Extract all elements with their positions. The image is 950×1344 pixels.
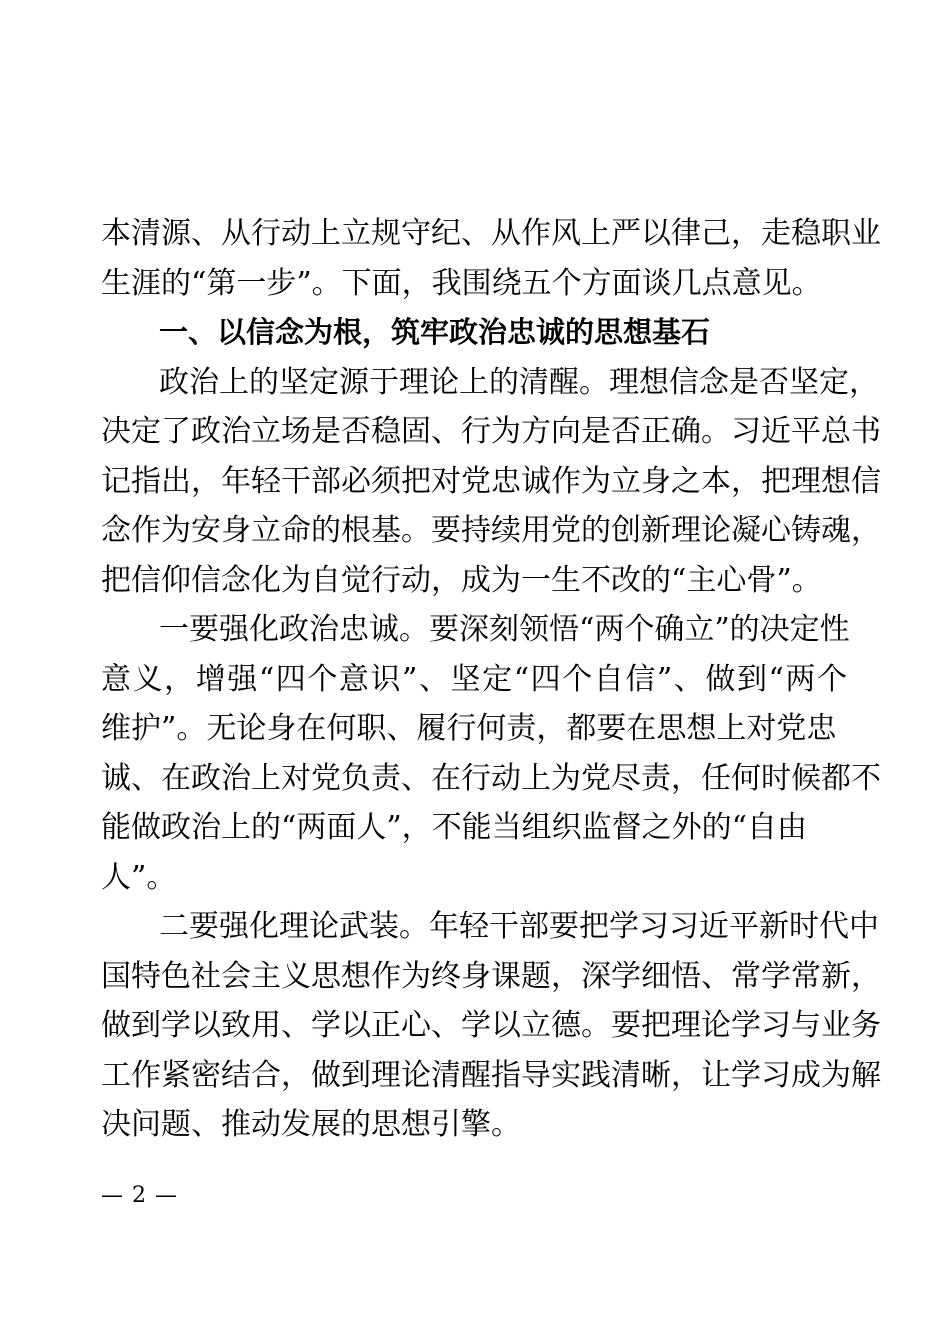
body-line-16: 国特色社会主义思想作为终身课题，深学细悟、常学常新， (101, 958, 881, 994)
body-line-12: 诚、在政治上对党负责、在行动上为党尽责，任何时候都不 (101, 760, 881, 796)
page-number: — 2 — (101, 1183, 178, 1208)
body-line-11: 维护”。无论身在何职、履行何责，都要在思想上对党忠 (101, 711, 837, 746)
body-line-17: 做到学以致用、学以正心、学以立德。要把理论学习与业务 (101, 1008, 881, 1043)
section-heading: 一、以信念为根，筑牢政治忠诚的思想基石 (159, 315, 711, 349)
body-line-5: 决定了政治立场是否稳固、行为方向是否正确。习近平总书 (101, 414, 881, 449)
body-line-13: 能做政治上的“两面人”，不能当组织监督之外的“自由 (101, 810, 808, 845)
body-line-4: 政治上的坚定源于理论上的清醒。理想信念是否坚定， (159, 364, 879, 400)
body-line-14: 人”。 (101, 859, 177, 895)
body-line-6: 记指出，年轻干部必须把对党忠诚作为立身之本，把理想信 (101, 463, 881, 499)
body-line-9: 一要强化政治忠诚。要深刻领悟“两个确立”的决定性 (159, 612, 850, 647)
body-line-19: 决问题、推动发展的思想引擎。 (101, 1107, 521, 1142)
body-line-15: 二要强化理论武装。年轻干部要把学习习近平新时代中 (159, 909, 879, 944)
body-line-1: 本清源、从行动上立规守纪、从作风上严以律己，走稳职业 (101, 216, 881, 251)
body-line-18: 工作紧密结合，做到理论清醒指导实践清晰，让学习成为解 (101, 1057, 881, 1093)
body-line-10: 意义，增强“四个意识”、坚定“四个自信”、做到“两个 (101, 661, 847, 697)
body-line-2: 生涯的“第一步”。下面，我围绕五个方面谈几点意见。 (101, 265, 822, 301)
body-line-8: 把信仰信念化为自觉行动，成为一生不改的“主心骨”。 (101, 562, 822, 598)
body-line-7: 念作为安身立命的根基。要持续用党的创新理论凝心铸魂， (101, 513, 881, 548)
document-body (101, 209, 881, 1150)
